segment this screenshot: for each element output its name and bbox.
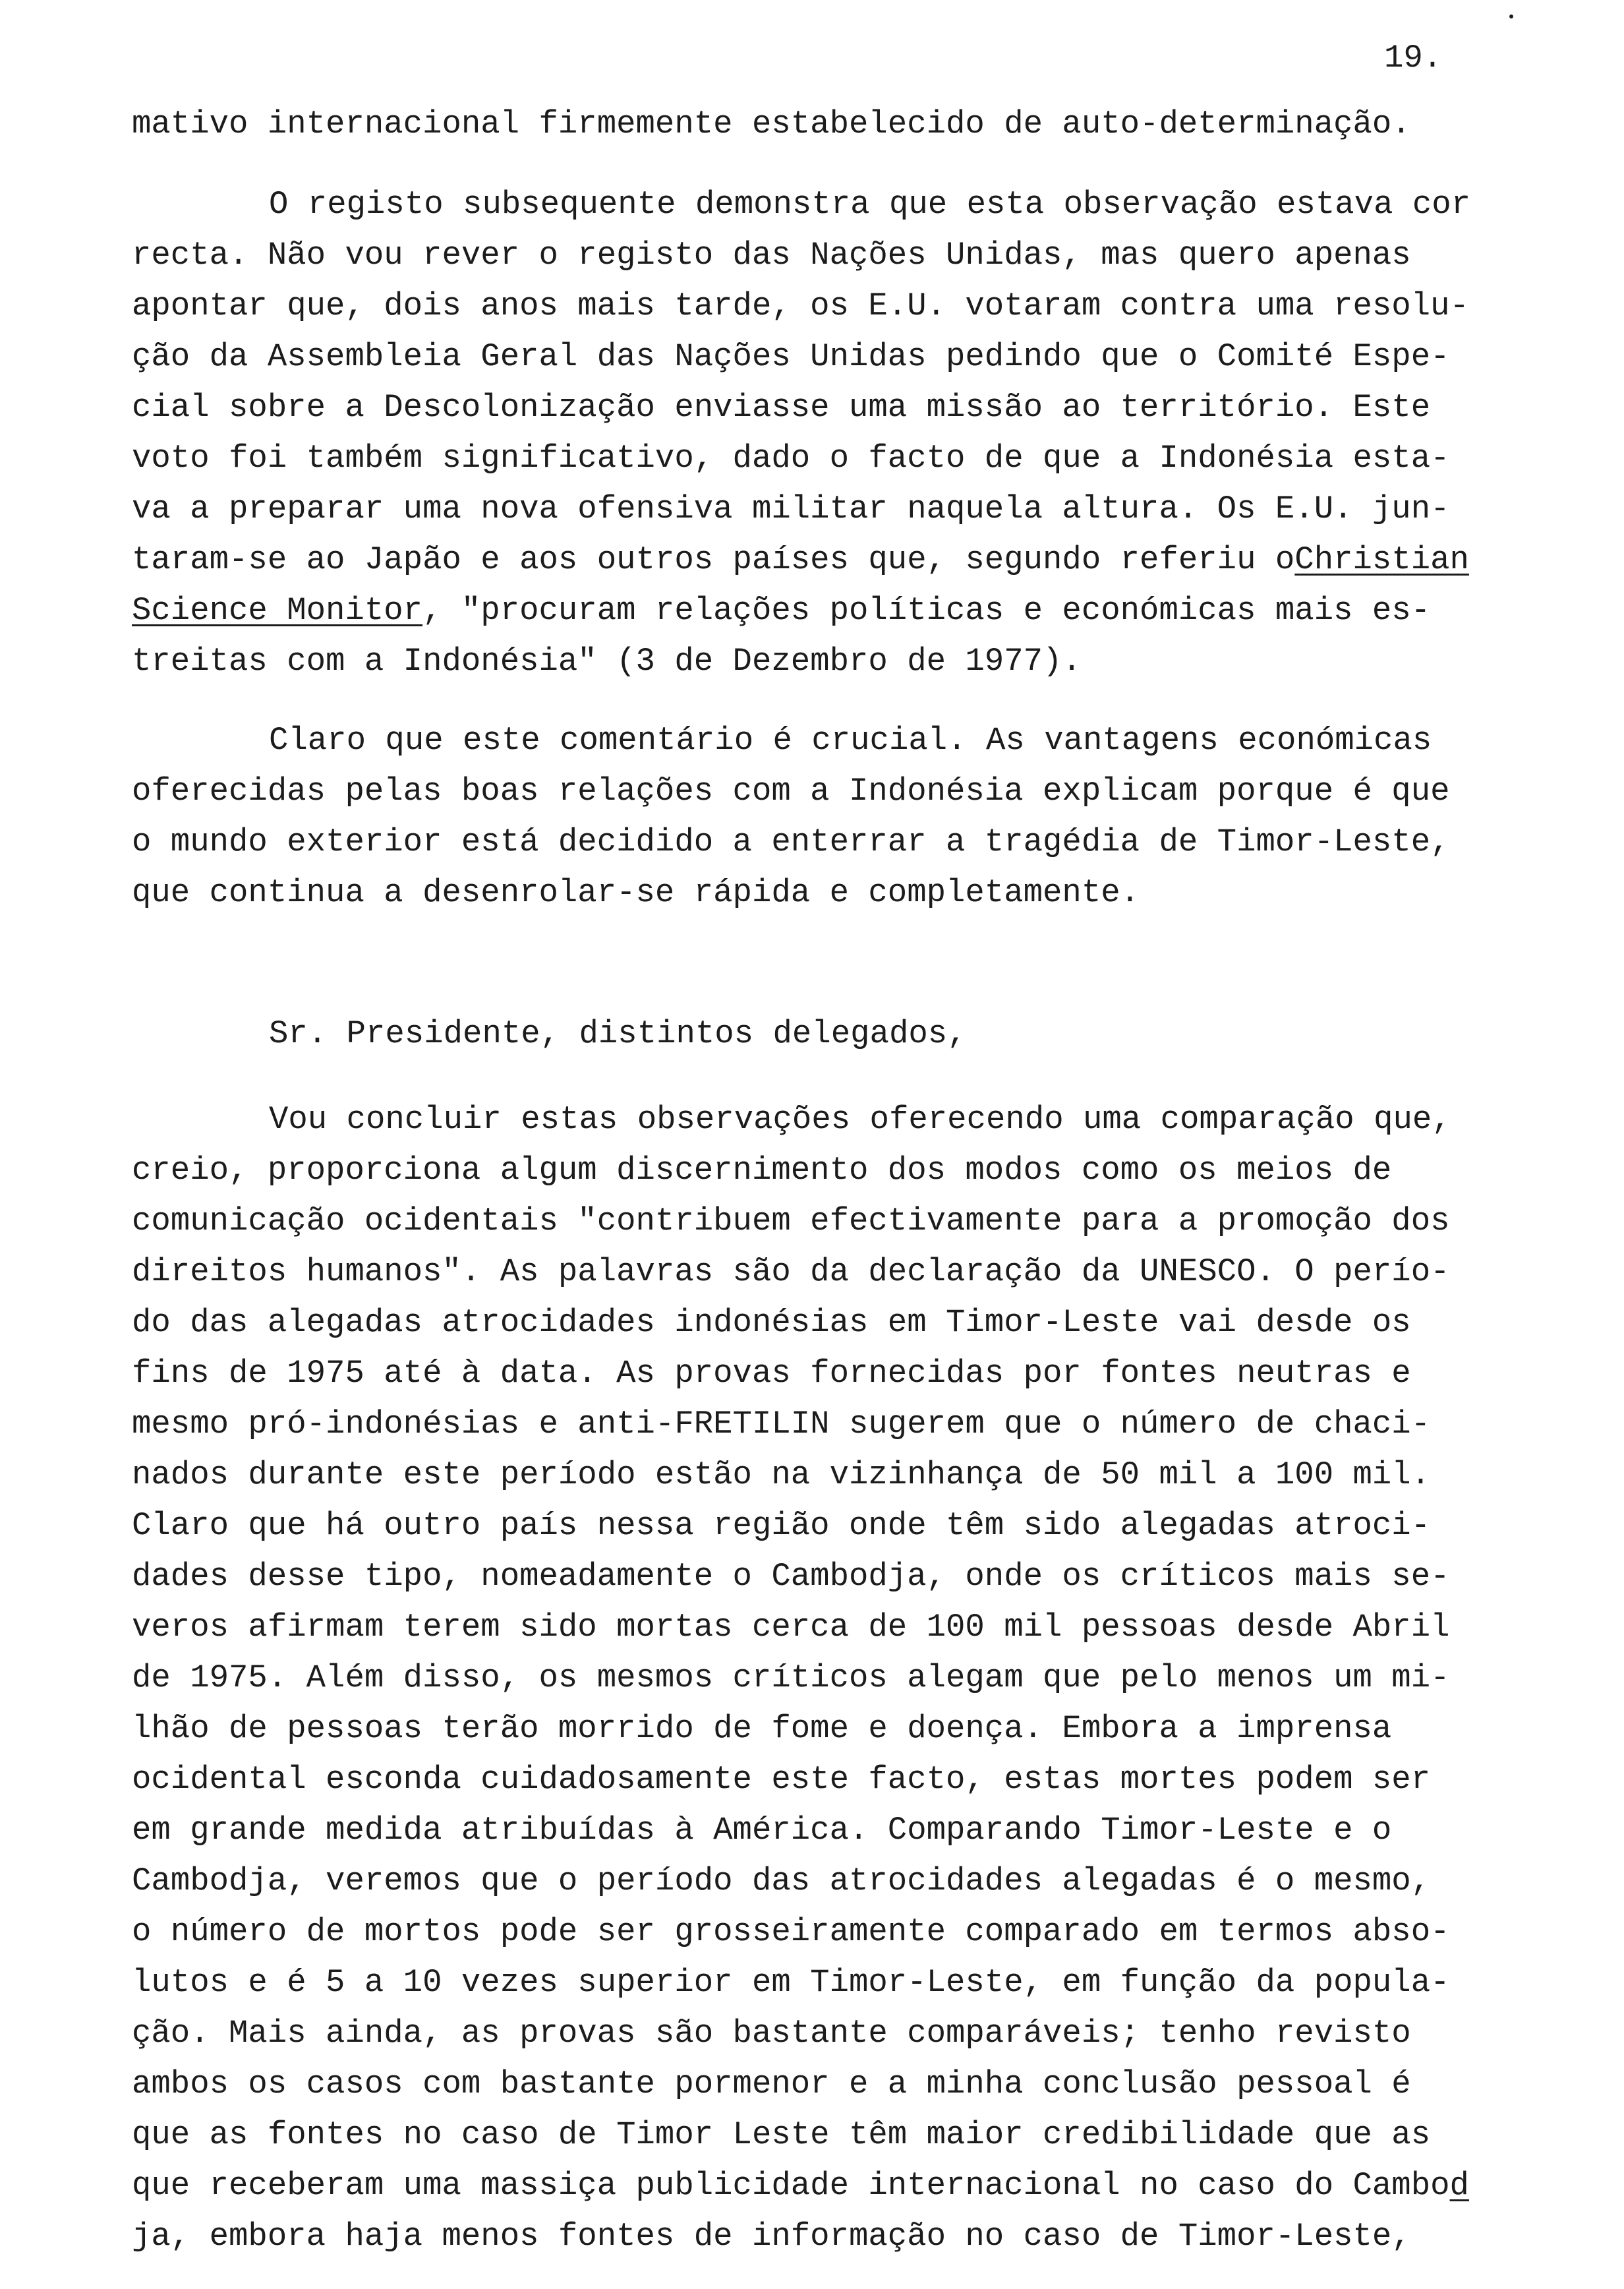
text-line: direitos humanos". As palavras são da declaração da UNESCO. O perío- <box>132 1253 1450 1290</box>
text-line: ção da Assembleia Geral das Nações Unidas pedindo que o Comité Espe- <box>132 338 1450 375</box>
text-line <box>132 535 1469 585</box>
text-line: o mundo exterior está decidido a enterrar a tragédia de Timor-Leste, <box>132 823 1450 860</box>
text-line: ção. Mais ainda, as provas são bastante comparáveis; tenho revisto <box>132 2015 1411 2052</box>
text-line: Claro que este comentário é crucial. As vantagens económicas <box>269 722 1432 759</box>
text-segment: que receberam uma massiça publicidade internacional no caso do Cambo <box>132 2167 1450 2204</box>
text-line: que as fontes no caso de Timor Leste têm maior credibilidade que as <box>132 2116 1431 2153</box>
salutation: Sr. Presidente, distintos delegados, <box>269 1015 967 1052</box>
text-line <box>132 585 1430 636</box>
text-line: veros afirmam terem sido mortas cerca de 100 mil pessoas desde Abril <box>132 1609 1450 1646</box>
text-line: que continua a desenrolar-se rápida e completamente. <box>132 874 1140 911</box>
text-line: creio, proporciona algum discernimento dos modos como os meios de <box>132 1152 1392 1189</box>
text-line: Claro que há outro país nessa região onde têm sido alegadas atroci- <box>132 1507 1431 1544</box>
page-number: 19. <box>1384 40 1443 76</box>
text-line: do das alegadas atrocidades indonésias em Timor-Leste vai desde os <box>132 1304 1411 1341</box>
text-line: mativo internacional firmemente estabelecido de auto-determinação. <box>132 105 1411 142</box>
text-line: Vou concluir estas observações oferecendo uma comparação que, <box>269 1101 1451 1138</box>
publication-title: Science Monitor <box>132 592 423 629</box>
scan-speck <box>1509 15 1513 18</box>
text-line: nados durante este período estão na vizinhança de 50 mil a 100 mil. <box>132 1456 1431 1493</box>
text-line: lhão de pessoas terão morrido de fome e doença. Embora a imprensa <box>132 1710 1392 1747</box>
text-line: de 1975. Além disso, os mesmos críticos alegam que pelo menos um mi- <box>132 1659 1450 1696</box>
text-line: dades desse tipo, nomeadamente o Cambodja, onde os críticos mais se- <box>132 1558 1450 1595</box>
text-line: Cambodja, veremos que o período das atrocidades alegadas é o mesmo, <box>132 1862 1431 1899</box>
text-segment: d <box>1449 2167 1469 2204</box>
text-line: O registo subsequente demonstra que esta observação estava cor <box>269 186 1471 223</box>
text-line: comunicação ocidentais "contribuem efectivamente para a promoção dos <box>132 1203 1450 1239</box>
text-line: recta. Não vou rever o registo das Nações Unidas, mas quero apenas <box>132 237 1411 274</box>
text-line: lutos e é 5 a 10 vezes superior em Timor-Leste, em função da popula- <box>132 1964 1450 2001</box>
text-line: mesmo pró-indonésias e anti-FRETILIN sugerem que o número de chaci- <box>132 1406 1431 1442</box>
text-line: fins de 1975 até à data. As provas fornecidas por fontes neutras e <box>132 1355 1411 1392</box>
text-line: treitas com a Indonésia" (3 de Dezembro de 1977). <box>132 643 1082 680</box>
text-segment: , "procuram relações políticas e económicas mais es- <box>422 592 1431 629</box>
text-line: ja, embora haja menos fontes de informação no caso de Timor-Leste, <box>132 2218 1411 2255</box>
text-line: ambos os casos com bastante pormenor e a minha conclusão pessoal é <box>132 2066 1411 2102</box>
text-line: oferecidas pelas boas relações com a Indonésia explicam porque é que <box>132 773 1450 810</box>
text-line: o número de mortos pode ser grosseiramente comparado em termos abso- <box>132 1913 1450 1950</box>
text-line <box>132 2160 1469 2211</box>
text-line: ocidental esconda cuidadosamente este facto, estas mortes podem ser <box>132 1761 1431 1798</box>
text-segment: taram-se ao Japão e aos outros países que, segundo referiu o <box>132 541 1295 578</box>
text-line: va a preparar uma nova ofensiva militar naquela altura. Os E.U. jun- <box>132 490 1450 527</box>
publication-title: Christian <box>1294 541 1469 578</box>
text-line: apontar que, dois anos mais tarde, os E.U. votaram contra uma resolu- <box>132 287 1469 324</box>
text-line: voto foi também significativo, dado o facto de que a Indonésia esta- <box>132 440 1450 477</box>
text-line: em grande medida atribuídas à América. Comparando Timor-Leste e o <box>132 1812 1392 1849</box>
text-line: cial sobre a Descolonização enviasse uma missão ao território. Este <box>132 389 1431 426</box>
